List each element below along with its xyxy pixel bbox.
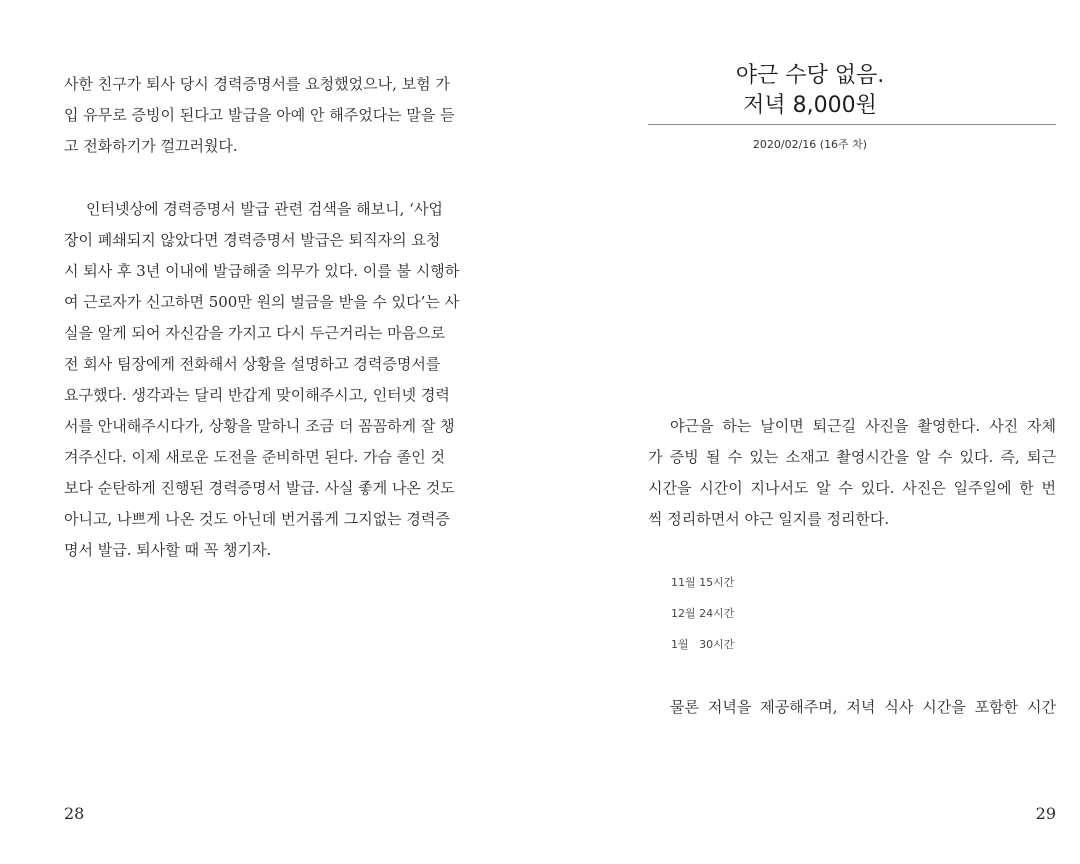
- overtime-hours-item: 11월 15시간: [671, 576, 735, 589]
- chapter-title-line2: 저녁 8,000원: [743, 93, 877, 118]
- overtime-hours-item: 12월 24시간: [671, 607, 735, 620]
- body-line: 인터넷상에 경력증명서 발급 관련 검색을 해보니, ‘사업: [86, 200, 443, 218]
- right-page: [540, 0, 1080, 864]
- body-line: 요구했다. 생각과는 달리 반갑게 맞이해주시고, 인터넷 경력: [64, 386, 450, 404]
- body-line: 물론 저녁을 제공해주며, 저녁 식사 시간을 포함한 시간: [670, 698, 1056, 716]
- body-line: 여 근로자가 신고하면 500만 원의 벌금을 받을 수 있다’는 사: [64, 293, 460, 311]
- body-line: 겨주신다. 이제 새로운 도전을 준비하면 된다. 가슴 졸인 것: [64, 448, 445, 466]
- page-number: 28: [64, 804, 85, 823]
- body-line: 야근을 하는 날이면 퇴근길 사진을 촬영한다. 사진 자체: [670, 417, 1056, 435]
- body-line: 사한 친구가 퇴사 당시 경력증명서를 요청했었으나, 보험 가: [64, 75, 450, 93]
- body-line: 아니고, 나쁘게 나온 것도 아닌데 번거롭게 그지없는 경력증: [64, 510, 450, 528]
- body-line: 서를 안내해주시다가, 상황을 말하니 조금 더 꼼꼼하게 잘 챙: [64, 417, 455, 435]
- body-line: 시 퇴사 후 3년 이내에 발급해줄 의무가 있다. 이를 불 시행하: [64, 262, 460, 280]
- page-number: 29: [1035, 804, 1056, 823]
- body-line: 전 회사 팀장에게 전화해서 상황을 설명하고 경력증명서를: [64, 355, 441, 373]
- body-line: 시간을 시간이 지나서도 알 수 있다. 사진은 일주일에 한 번: [648, 479, 1056, 497]
- overtime-hours-item: 1월 30시간: [671, 638, 735, 651]
- body-line: 장이 폐쇄되지 않았다면 경력증명서 발급은 퇴직자의 요청: [64, 231, 441, 249]
- body-line: 실을 알게 되어 자신감을 가지고 다시 두근거리는 마음으로: [64, 324, 446, 342]
- body-line: 고 전화하기가 껄끄러웠다.: [64, 137, 238, 155]
- title-divider: [648, 124, 1056, 125]
- body-line: 보다 순탄하게 진행된 경력증명서 발급. 사실 좋게 나온 것도: [64, 479, 455, 497]
- body-line: 씩 정리하면서 야근 일지를 정리한다.: [648, 510, 890, 528]
- body-line: 입 유무로 증빙이 된다고 발급을 아예 안 해주었다는 말을 듣: [64, 106, 455, 124]
- chapter-title-line1: 야근 수당 없음.: [735, 63, 885, 88]
- body-line: 가 증빙 될 수 있는 소재고 촬영시간을 알 수 있다. 즉, 퇴근: [648, 448, 1056, 466]
- chapter-date: 2020/02/16 (16주 차): [752, 138, 868, 151]
- body-line: 명서 발급. 퇴사할 때 꼭 챙기자.: [64, 541, 272, 559]
